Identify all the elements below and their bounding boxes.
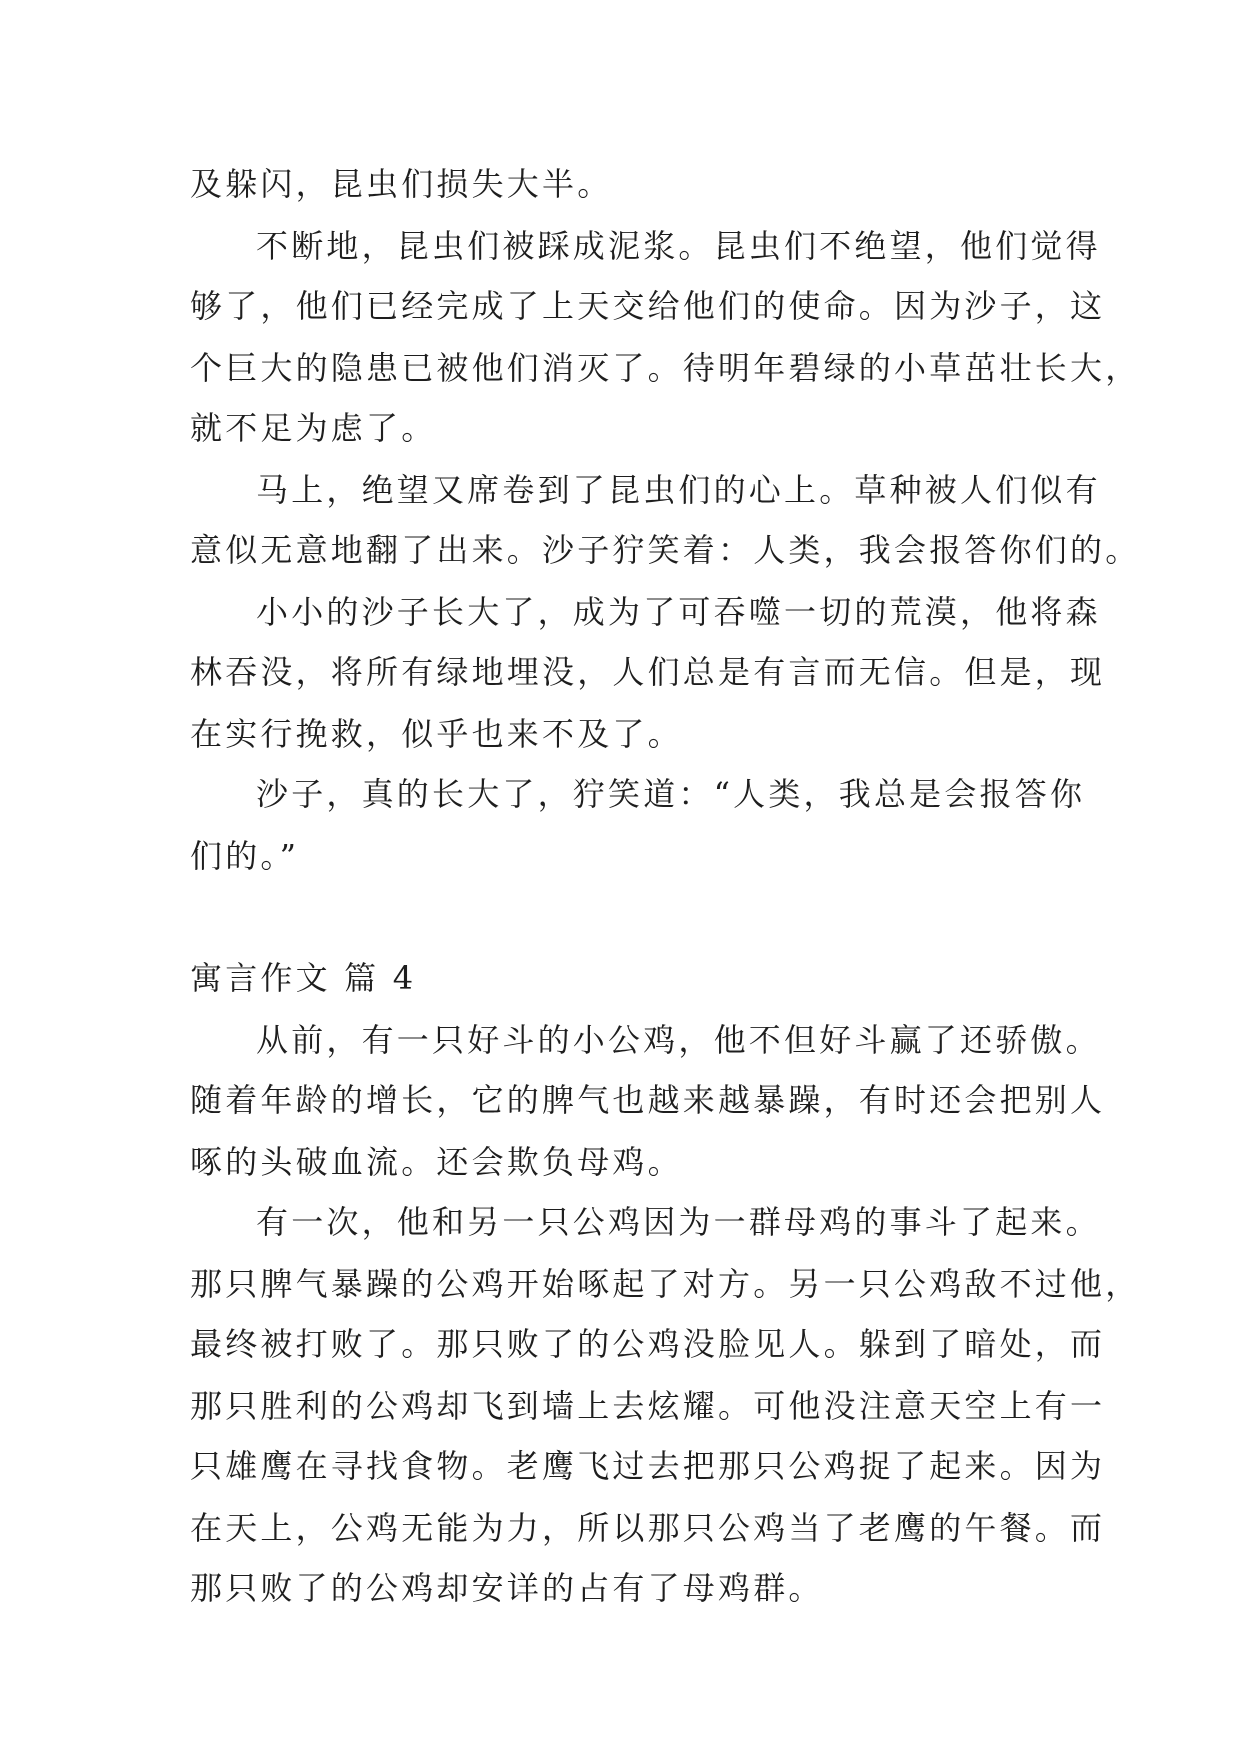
paragraph-line: 个巨大的隐患已被他们消灭了。待明年碧绿的小草茁壮长大， xyxy=(190,349,1141,387)
paragraph-line: 及躲闪，昆虫们损失大半。 xyxy=(190,165,613,203)
paragraph-line: 从前，有一只好斗的小公鸡，他不但好斗赢了还骄傲。 xyxy=(256,1021,1101,1059)
paragraph-line: 马上，绝望又席卷到了昆虫们的心上。草种被人们似有 xyxy=(256,471,1101,509)
paragraph-line: 在天上，公鸡无能为力，所以那只公鸡当了老鹰的午餐。而 xyxy=(190,1509,1106,1547)
paragraph-line: 们的。” xyxy=(190,837,300,875)
paragraph-line: 意似无意地翻了出来。沙子狞笑着：人类，我会报答你们的。 xyxy=(190,531,1141,569)
paragraph-line: 啄的头破血流。还会欺负母鸡。 xyxy=(190,1143,683,1181)
section-heading: 寓言作文 篇 4 xyxy=(190,959,417,997)
paragraph-line: 最终被打败了。那只败了的公鸡没脸见人。躲到了暗处，而 xyxy=(190,1325,1106,1363)
paragraph-line: 那只败了的公鸡却安详的占有了母鸡群。 xyxy=(190,1569,824,1607)
paragraph-line: 不断地，昆虫们被踩成泥浆。昆虫们不绝望，他们觉得 xyxy=(256,227,1101,265)
paragraph-line: 就不足为虑了。 xyxy=(190,409,437,447)
paragraph-line: 够了，他们已经完成了上天交给他们的使命。因为沙子，这 xyxy=(190,287,1106,325)
paragraph-line: 只雄鹰在寻找食物。老鹰飞过去把那只公鸡捉了起来。因为 xyxy=(190,1447,1106,1485)
paragraph-line: 小小的沙子长大了，成为了可吞噬一切的荒漠，他将森 xyxy=(256,593,1101,631)
paragraph-line: 在实行挽救，似乎也来不及了。 xyxy=(190,715,683,753)
paragraph-line: 林吞没，将所有绿地埋没，人们总是有言而无信。但是，现 xyxy=(190,653,1106,691)
paragraph-line: 那只胜利的公鸡却飞到墙上去炫耀。可他没注意天空上有一 xyxy=(190,1387,1106,1425)
paragraph-line: 随着年龄的增长，它的脾气也越来越暴躁，有时还会把别人 xyxy=(190,1081,1106,1119)
paragraph-line: 有一次，他和另一只公鸡因为一群母鸡的事斗了起来。 xyxy=(256,1203,1101,1241)
paragraph-line: 那只脾气暴躁的公鸡开始啄起了对方。另一只公鸡敌不过他， xyxy=(190,1265,1141,1303)
paragraph-line: 沙子，真的长大了，狞笑道：“人类，我总是会报答你 xyxy=(256,775,1086,813)
